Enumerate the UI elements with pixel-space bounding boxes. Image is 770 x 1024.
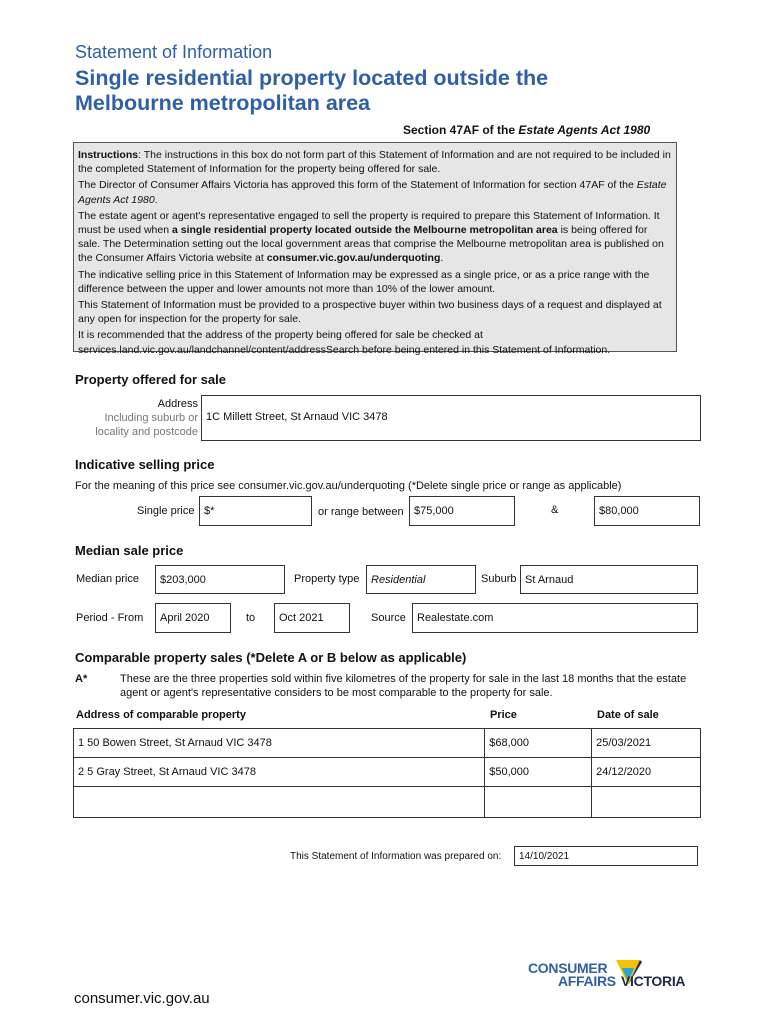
comparable-table	[73, 728, 701, 818]
comparable-date-cell[interactable]	[592, 787, 701, 818]
logo-affairs: AFFAIRS	[558, 973, 616, 989]
title-line-1: Single residential property located outside the	[75, 66, 549, 90]
instructions-p6: It is recommended that the address of the property being offered for sale be checked at services.land.vic.gov.au/landchannel/content/addressSearch before being entered in this Statement of Information.	[78, 329, 611, 356]
footer-url: consumer.vic.gov.au	[74, 990, 210, 1007]
comparable-address-cell[interactable]	[74, 787, 485, 818]
option-a-text: These are the three properties sold within five kilometres of the property for sale in the last 18 months that the estate agent or agent's representative considers to be most comparable to the property for sale.	[120, 673, 687, 699]
period-to-label: to	[246, 612, 256, 624]
instructions-p3-cont: is being offered for sale. The Determination setting out the local government areas that comprise the Melbourne metropolitan area is published on the Consumer Affairs Victoria website at	[78, 224, 664, 265]
comparable-price-cell[interactable]: $50,000	[485, 758, 592, 787]
source-label: Source	[371, 612, 406, 624]
instructions-p1: : The instructions in this box do not form part of this Statement of Information and are not required to be included in the completed Statement of Information for the property being offered for sale.	[78, 149, 671, 176]
address-field[interactable]: 1C Millett Street, St Arnaud VIC 3478	[201, 395, 701, 441]
instructions-label: Instructions	[78, 149, 139, 161]
period-from-label: Period - From	[76, 612, 144, 624]
logo-victoria: VICTORIA	[621, 973, 686, 989]
instructions-p3: The estate agent or agent's representative engaged to sell the property is required to prepare this Statement of Information. It must be used when	[78, 209, 660, 237]
address-label-3: locality and postcode	[95, 426, 198, 438]
price-heading: Indicative selling price	[75, 457, 215, 472]
option-a-label: A*	[75, 673, 88, 685]
range-label: or range between	[318, 506, 404, 518]
range-ampersand: &	[551, 504, 559, 516]
table-row	[74, 758, 701, 787]
section-reference	[403, 123, 650, 137]
prepared-date-field[interactable]: 14/10/2021	[514, 846, 698, 866]
section-prefix: Section 47AF of the	[403, 123, 519, 137]
section-act: Estate Agents Act 1980	[518, 123, 651, 137]
suburb-label: Suburb	[481, 573, 517, 585]
price-note: For the meaning of this price see consumer.vic.gov.au/underquoting (*Delete single price or range as applicable)	[75, 480, 622, 492]
comparable-address-cell[interactable]: 1 50 Bowen Street, St Arnaud VIC 3478	[74, 729, 485, 758]
median-price-label: Median price	[76, 573, 139, 585]
instructions-box	[73, 142, 677, 356]
single-price-field[interactable]: $*	[199, 496, 312, 526]
underquoting-link: consumer.vic.gov.au/underquoting	[266, 252, 441, 265]
instructions-p2: The Director of Consumer Affairs Victoria has approved this form of the Statement of Information for section 47AF of the	[78, 179, 637, 192]
instructions-p2-end: .	[154, 193, 158, 206]
instructions-p3-end: .	[440, 252, 444, 265]
median-heading: Median sale price	[75, 543, 184, 558]
median-price-field[interactable]: $203,000	[155, 565, 285, 594]
comparable-price-cell[interactable]	[485, 787, 592, 818]
source-field[interactable]: Realestate.com	[412, 603, 698, 633]
period-to-field[interactable]: Oct 2021	[274, 603, 350, 633]
col-address-header: Address of comparable property	[76, 709, 246, 721]
address-label	[95, 397, 198, 439]
prepared-label: This Statement of Information was prepared on:	[290, 851, 502, 862]
property-type-label: Property type	[294, 573, 360, 585]
address-label-2: Including suburb or	[104, 412, 198, 424]
table-row	[74, 787, 701, 818]
instructions-act: Estate Agents Act 1980	[78, 179, 667, 206]
form-subtitle: Statement of Information	[75, 42, 273, 62]
col-price-header: Price	[490, 709, 517, 721]
instructions-p4: The indicative selling price in this Statement of Information may be expressed as a single price, or as a price range with the difference between the upper and lower amounts not more than 10% of the lower amount.	[78, 268, 650, 295]
property-type-field[interactable]: Residential	[366, 565, 476, 594]
comparable-address-cell[interactable]: 2 5 Gray Street, St Arnaud VIC 3478	[74, 758, 485, 787]
range-high-field[interactable]: $80,000	[594, 496, 700, 526]
table-row	[74, 729, 701, 758]
logo-consumer: CONSUMER	[528, 960, 608, 976]
instructions-p5: This Statement of Information must be provided to a prospective buyer within two business days of a request and displayed at any open for inspection for the property for sale.	[78, 299, 662, 326]
comparable-date-cell[interactable]: 25/03/2021	[592, 729, 701, 758]
property-heading: Property offered for sale	[75, 372, 226, 387]
period-from-field[interactable]: April 2020	[155, 603, 231, 633]
suburb-field[interactable]: St Arnaud	[520, 565, 698, 594]
consumer-affairs-victoria-logo	[528, 960, 703, 1015]
form-title	[75, 66, 675, 116]
single-price-label: Single price	[137, 505, 195, 517]
col-date-header: Date of sale	[597, 709, 659, 721]
address-label-1: Address	[157, 398, 198, 410]
comparable-date-cell[interactable]: 24/12/2020	[592, 758, 701, 787]
comparable-price-cell[interactable]: $68,000	[485, 729, 592, 758]
comparable-heading: Comparable property sales (*Delete A or B below as applicable)	[75, 650, 467, 665]
instructions-p3-bold: a single residential property located outside the Melbourne metropolitan area	[171, 224, 558, 237]
title-line-2: Melbourne metropolitan area	[75, 91, 371, 115]
range-low-field[interactable]: $75,000	[409, 496, 515, 526]
